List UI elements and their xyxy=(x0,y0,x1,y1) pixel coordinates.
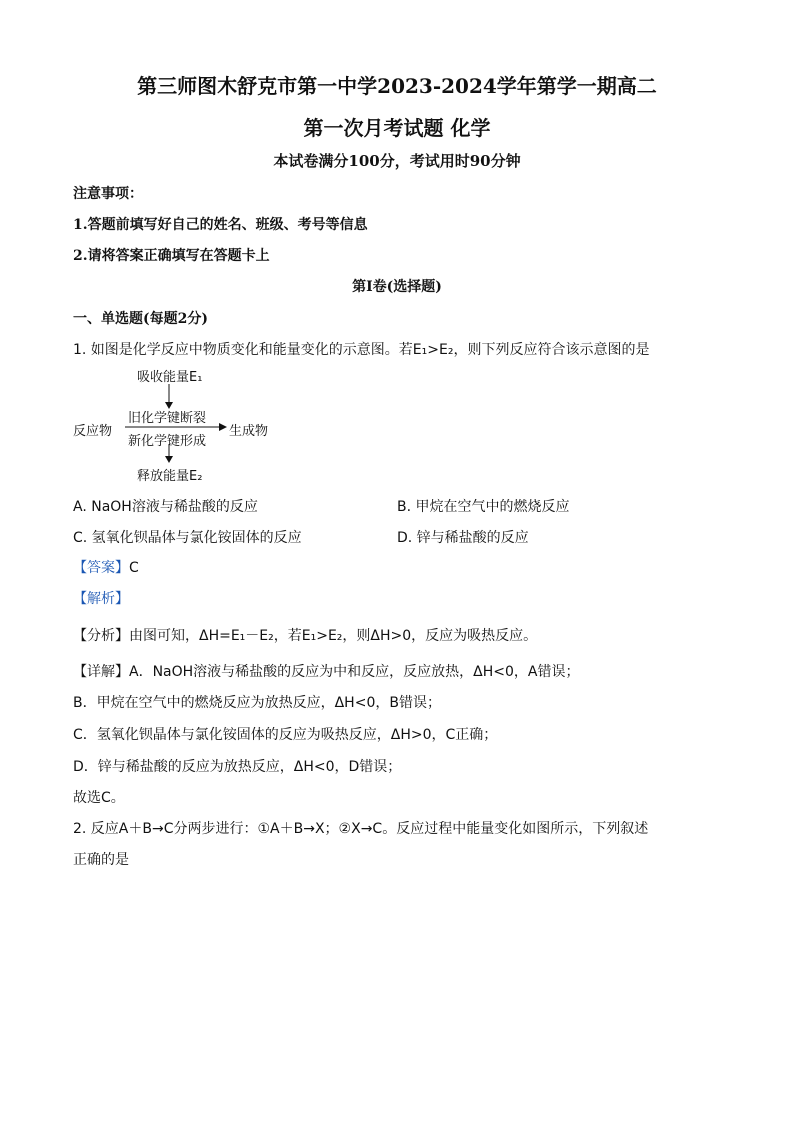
diagram-form-label: 新化学键形成 xyxy=(128,434,207,449)
q1-option-a: A. NaOH溶液与稀盐酸的反应 xyxy=(73,499,258,515)
notice-item-2: 2.请将答案正确填写在答题卡上 xyxy=(73,248,270,264)
exam-subtitle: 本试卷满分100分，考试用时90分钟 xyxy=(273,152,521,170)
diagram-reactant-label: 反应物 xyxy=(73,424,113,439)
fenxi-text: 由图可知，ΔH=E₁－E₂，若E₁>E₂，则ΔH>0，反应为吸热反应。 xyxy=(129,628,538,644)
diagram-release-label: 释放能量E₂ xyxy=(137,469,203,484)
analysis-tag: 【解析】 xyxy=(73,591,129,607)
fenxi-tag: 【分析】 xyxy=(73,628,129,644)
exam-title-line1: 第三师图木舒克市第一中学2023-2024学年第学一期高二 xyxy=(137,74,657,98)
q1-analysis-row xyxy=(73,588,129,608)
answer-value: C xyxy=(129,560,139,576)
xiangjie-tag: 【详解】 xyxy=(73,664,129,680)
q1-answer-row xyxy=(73,557,139,577)
q1-detail-b: B．甲烷在空气中的燃烧反应为放热反应，ΔH<0，B错误； xyxy=(73,695,441,711)
notice-heading: 注意事项： xyxy=(73,186,143,202)
section-heading: 一、单选题(每题2分) xyxy=(73,311,208,327)
diagram-absorb-label: 吸收能量E₁ xyxy=(137,370,203,385)
exam-title-line2: 第一次月考试题 化学 xyxy=(303,116,491,140)
notice-item-1: 1.答题前填写好自己的姓名、班级、考号等信息 xyxy=(73,217,368,233)
detail-a-text: A．NaOH溶液与稀盐酸的反应为中和反应，反应放热，ΔH<0，A错误； xyxy=(129,664,580,680)
q1-option-d: D. 锌与稀盐酸的反应 xyxy=(397,530,529,546)
answer-tag: 【答案】 xyxy=(73,560,129,576)
q1-detail-c: C．氢氧化钡晶体与氯化铵固体的反应为吸热反应，ΔH>0，C正确； xyxy=(73,727,498,743)
diagram-break-label: 旧化学键断裂 xyxy=(128,411,207,426)
q1-fenxi-row xyxy=(73,625,537,645)
question-2-stem-line2: 正确的是 xyxy=(73,852,129,868)
q1-detail-a-row xyxy=(73,661,580,681)
question-2-stem-line1: 2. 反应A＋B→C分两步进行：①A＋B→X；②X→C。反应过程中能量变化如图所示，下列叙述 xyxy=(73,821,649,837)
q1-option-c: C. 氢氧化钡晶体与氯化铵固体的反应 xyxy=(73,530,302,546)
question-1-stem: 1. 如图是化学反应中物质变化和能量变化的示意图。若E₁>E₂，则下列反应符合该示意图的是 xyxy=(73,342,650,358)
energy-diagram xyxy=(73,364,303,486)
q1-detail-d: D．锌与稀盐酸的反应为放热反应，ΔH<0，D错误； xyxy=(73,759,402,775)
volume-heading: 第Ⅰ卷(选择题) xyxy=(352,279,442,295)
q1-conclusion: 故选C。 xyxy=(73,790,125,806)
diagram-product-label: 生成物 xyxy=(229,424,269,439)
q1-option-b: B. 甲烷在空气中的燃烧反应 xyxy=(397,499,570,515)
